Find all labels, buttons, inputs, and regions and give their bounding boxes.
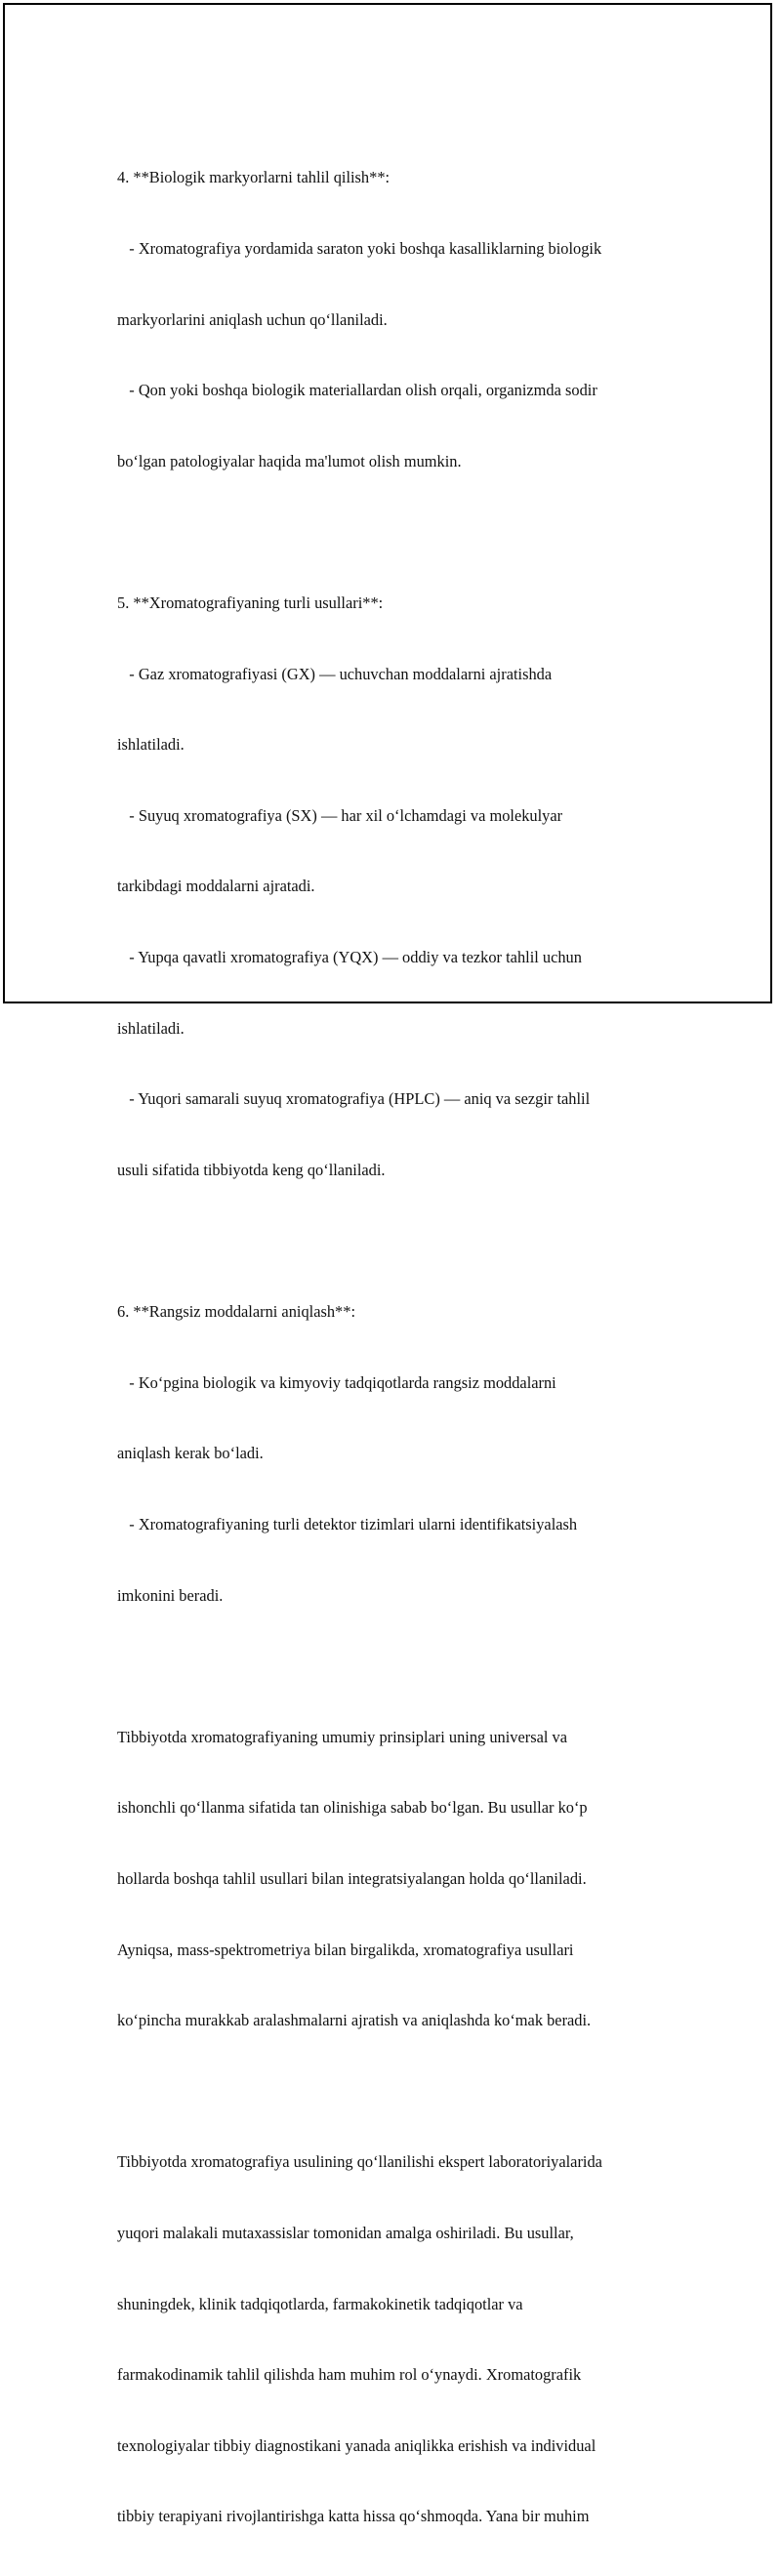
text-line: imkonini beradi. xyxy=(117,1585,224,1605)
text-line: - Suyuq xromatografiya (SX) — har xil o‘lchamdagi va molekulyar xyxy=(117,805,563,825)
paragraph-laboratory-use xyxy=(117,2104,678,2576)
text-line: - Yupqa qavatli xromatografiya (YQX) — oddiy va tezkor tahlil uchun xyxy=(117,948,582,967)
text-line: yuqori malakali mutaxassislar tomonidan amalga oshiriladi. Bu usullar, xyxy=(117,2224,574,2243)
document-body xyxy=(117,119,678,2576)
section-heading: 6. **Rangsiz moddalarni aniqlash**: xyxy=(117,1302,355,1322)
document-page xyxy=(3,3,772,2526)
text-line: ishlatiladi. xyxy=(117,735,185,755)
text-line: - Qon yoki boshqa biologik materiallardan olish orqali, organizmda sodir xyxy=(117,381,597,400)
paragraph-general-principles xyxy=(117,1678,678,2079)
text-line: texnologiyalar tibbiy diagnostikani yanada aniqlikka erishish va individual xyxy=(117,2435,596,2455)
text-line: - Xromatografiya yordamida saraton yoki boshqa kasalliklarning biologik xyxy=(117,239,602,259)
section-colorless-substances xyxy=(117,1253,678,1655)
section-heading: 5. **Xromatografiyaning turli usullari**: xyxy=(117,593,384,613)
text-line: aniqlash kerak bo‘ladi. xyxy=(117,1444,264,1463)
text-line: ishlatiladi. xyxy=(117,1018,185,1038)
text-line: - Gaz xromatografiyasi (GX) — uchuvchan moddalarni ajratishda xyxy=(117,664,553,683)
text-line: markyorlarini aniqlash uchun qo‘llaniladi. xyxy=(117,309,388,329)
text-line: farmakodinamik tahlil qilishda ham muhim rol o‘ynaydi. Xromatografik xyxy=(117,2365,582,2385)
text-line: tarkibdagi moddalarni ajratadi. xyxy=(117,877,315,896)
text-line: - Ko‘pgina biologik va kimyoviy tadqiqotlarda rangsiz moddalarni xyxy=(117,1372,556,1392)
section-chromatography-methods xyxy=(117,545,678,1230)
text-line: shuningdek, klinik tadqiqotlarda, farmakokinetik tadqiqotlar va xyxy=(117,2294,523,2313)
text-line: usuli sifatida tibbiyotda keng qo‘llaniladi. xyxy=(117,1160,386,1179)
text-line: Tibbiyotda xromatografiya usulining qo‘llanilishi ekspert laboratoriyalarida xyxy=(117,2152,602,2172)
section-biomarkers xyxy=(117,119,678,520)
text-line: bo‘lgan patologiyalar haqida ma'lumot olish mumkin. xyxy=(117,451,462,470)
text-line: ko‘pincha murakkab aralashmalarni ajratish va aniqlashda ko‘mak beradi. xyxy=(117,2011,592,2030)
text-line: Tibbiyotda xromatografiyaning umumiy prinsiplari uning universal va xyxy=(117,1727,568,1746)
text-line: ishonchli qo‘llanma sifatida tan olinishiga sabab bo‘lgan. Bu usullar ko‘p xyxy=(117,1798,588,1818)
text-line: Ayniqsa, mass-spektrometriya bilan birgalikda, xromatografiya usullari xyxy=(117,1940,574,1959)
section-heading: 4. **Biologik markyorlarni tahlil qilish**: xyxy=(117,168,390,187)
text-line: - Yuqori samarali suyuq xromatografiya (HPLC) — aniq va sezgir tahlil xyxy=(117,1089,591,1109)
text-line: hollarda boshqa tahlil usullari bilan integratsiyalangan holda qo‘llaniladi. xyxy=(117,1868,587,1888)
text-line: tibbiy terapiyani rivojlantirishga katta hissa qo‘shmoqda. Yana bir muhim xyxy=(117,2507,590,2526)
text-line: - Xromatografiyaning turli detektor tizimlari ularni identifikatsiyalash xyxy=(117,1514,578,1533)
